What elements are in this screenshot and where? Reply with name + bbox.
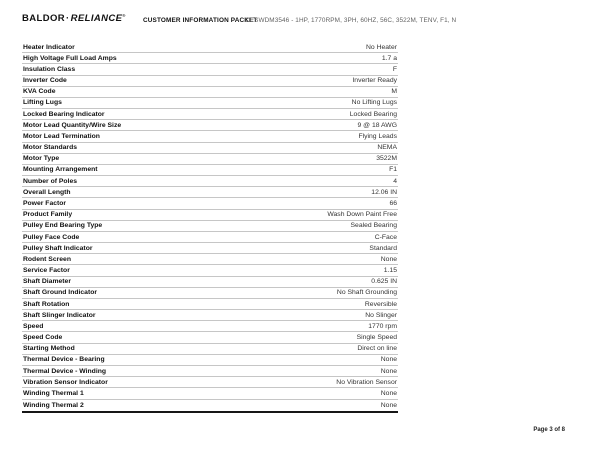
spec-label: Motor Lead Quantity/Wire Size [23, 121, 122, 129]
spec-label: Mounting Arrangement [23, 166, 98, 174]
spec-label: Product Family [23, 211, 73, 219]
table-row [22, 344, 398, 355]
spec-value: F1 [389, 166, 397, 174]
table-row [22, 277, 398, 288]
table-row [22, 98, 398, 109]
spec-label: Speed Code [23, 334, 63, 342]
spec-value: Single Speed [356, 334, 397, 342]
spec-label: Inverter Code [23, 77, 67, 85]
spec-value: None [380, 255, 397, 263]
table-row [22, 232, 398, 243]
table-row [22, 176, 398, 187]
spec-value: No Heater [366, 43, 397, 51]
spec-label: Service Factor [23, 267, 70, 275]
spec-label: Winding Thermal 1 [23, 389, 84, 397]
spec-value: Standard [369, 244, 397, 252]
table-row [22, 355, 398, 366]
spec-label: Pulley Shaft Indicator [23, 244, 93, 252]
spec-label: Motor Standards [23, 144, 78, 152]
spec-value: 66 [389, 199, 397, 207]
table-row [22, 321, 398, 332]
spec-value: None [380, 367, 397, 375]
table-row [22, 187, 398, 198]
spec-label: Number of Poles [23, 177, 78, 185]
logo-dot: · [66, 13, 70, 25]
table-row [22, 400, 398, 411]
spec-value: 12.06 IN [371, 188, 397, 196]
table-row [22, 76, 398, 87]
spec-label: Insulation Class [23, 65, 76, 73]
spec-value: No Vibration Sensor [336, 378, 397, 386]
table-row [22, 120, 398, 131]
table-row [22, 265, 398, 276]
spec-value: Wash Down Paint Free [327, 211, 397, 219]
spec-value: 0.625 IN [371, 278, 397, 286]
spec-value: Flying Leads [358, 132, 397, 140]
spec-value: 1.15 [383, 267, 397, 275]
table-row [22, 243, 398, 254]
spec-label: Shaft Diameter [23, 278, 71, 286]
spec-value: Inverter Ready [352, 77, 397, 85]
table-row [22, 42, 398, 53]
spec-value: No Shaft Grounding [336, 289, 397, 297]
spec-value: None [380, 389, 397, 397]
spec-label: Shaft Slinger Indicator [23, 311, 96, 319]
table-row [22, 254, 398, 265]
table-row [22, 332, 398, 343]
spec-label: Winding Thermal 2 [23, 401, 84, 409]
spec-value: M [391, 88, 397, 96]
table-row [22, 198, 398, 209]
table-row [22, 221, 398, 232]
spec-value: Sealed Bearing [350, 222, 397, 230]
spec-value: 4 [393, 177, 397, 185]
page-number: Page 3 of 8 [533, 427, 565, 433]
table-row [22, 53, 398, 64]
spec-value: No Slinger [365, 311, 397, 319]
table-row [22, 377, 398, 388]
spec-value: None [380, 401, 397, 409]
spec-value: NEMA [377, 144, 397, 152]
table-row [22, 210, 398, 221]
spec-label: Overall Length [23, 188, 71, 196]
document-title: CUSTOMER INFORMATION PACKET [143, 17, 258, 24]
spec-label: Pulley End Bearing Type [23, 222, 103, 230]
spec-value: None [380, 356, 397, 364]
table-row [22, 109, 398, 120]
spec-value: No Lifting Lugs [351, 99, 397, 107]
table-row [22, 299, 398, 310]
spec-value: 3522M [376, 155, 397, 163]
spec-value: C-Face [374, 233, 397, 241]
table-row [22, 388, 398, 399]
spec-value: Reversible [364, 300, 397, 308]
spec-value: Direct on line [357, 345, 397, 353]
table-row [22, 288, 398, 299]
logo-brand-left: BALDOR [22, 13, 66, 25]
spec-label: Vibration Sensor Indicator [23, 378, 108, 386]
spec-label: Speed [23, 322, 44, 330]
spec-label: Heater Indicator [23, 43, 75, 51]
baldor-reliance-logo [22, 13, 125, 24]
table-row [22, 143, 398, 154]
table-row [22, 154, 398, 165]
spec-label: Thermal Device - Bearing [23, 356, 105, 364]
table-row [22, 64, 398, 75]
spec-value: 9 @ 18 AWG [357, 121, 397, 129]
spec-label: Motor Lead Termination [23, 132, 100, 140]
spec-value: 1770 rpm [368, 322, 397, 330]
spec-label: Shaft Rotation [23, 300, 70, 308]
spec-label: Rodent Screen [23, 255, 71, 263]
spec-value: F [392, 65, 397, 73]
spec-label: Motor Type [23, 155, 60, 163]
spec-label: Shaft Ground Indicator [23, 289, 98, 297]
spec-label: Lifting Lugs [23, 99, 62, 107]
spec-label: Starting Method [23, 345, 75, 353]
spec-value: 1.7 a [381, 54, 397, 62]
table-row [22, 165, 398, 176]
logo-brand-right: RELIANCE [70, 13, 123, 25]
spec-value: Locked Bearing [349, 110, 397, 118]
spec-label: Locked Bearing Indicator [23, 110, 105, 118]
spec-label: Power Factor [23, 199, 67, 207]
table-row [22, 87, 398, 98]
spec-label: High Voltage Full Load Amps [23, 54, 117, 62]
spec-label: Pulley Face Code [23, 233, 80, 241]
spec-label: Thermal Device - Winding [23, 367, 107, 375]
table-row [22, 310, 398, 321]
spec-label: KVA Code [23, 88, 56, 96]
table-row [22, 131, 398, 142]
table-row [22, 366, 398, 377]
product-description-line: CESWDM3546 - 1HP, 1770RPM, 3PH, 60HZ, 56C, 3522M, TENV, F1, N [245, 17, 457, 24]
registered-trademark-icon: ® [122, 13, 126, 18]
spec-table [22, 42, 398, 413]
